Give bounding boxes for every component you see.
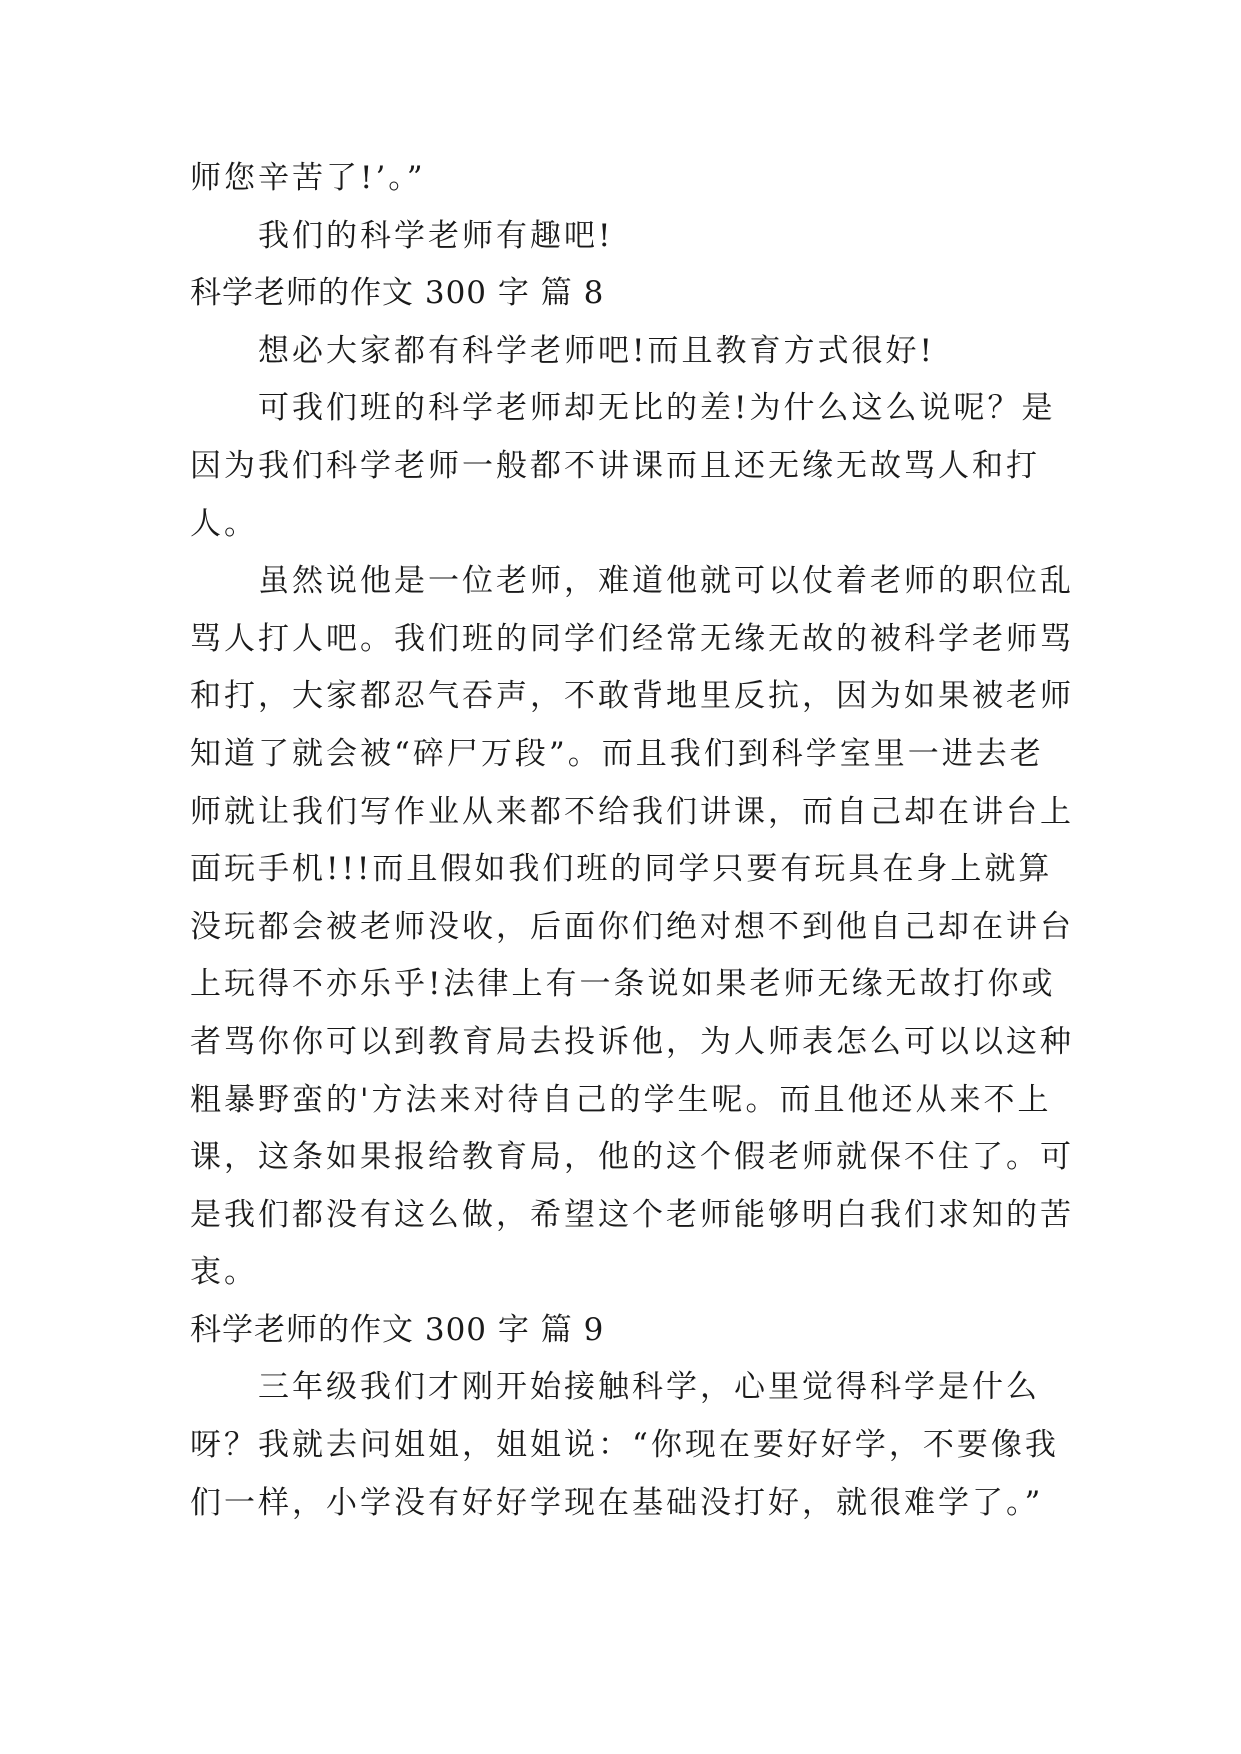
paragraph-line: 虽然说他是一位老师，难道他就可以仗着老师的职位乱 (258, 563, 1074, 600)
text-line: 知道了就会被“碎尸万段”。而且我们到科学室里一进去老 (190, 735, 1044, 772)
paragraph-line: 可我们班的科学老师却无比的差!为什么这么说呢？是 (258, 390, 1056, 427)
document-body (190, 150, 1074, 1532)
section-heading: 科学老师的作文 300 字 篇 9 (190, 1311, 605, 1348)
text-line: 上玩得不亦乐乎!法律上有一条说如果老师无缘无故打你或 (190, 966, 1056, 1003)
text-line: 和打，大家都忍气吞声，不敢背地里反抗，因为如果被老师 (190, 678, 1074, 715)
text-line: 面玩手机!!!而且假如我们班的同学只要有玩具在身上就算 (190, 851, 1053, 888)
text-line: 人。 (190, 505, 258, 542)
text-line: 因为我们科学老师一般都不讲课而且还无缘无故骂人和打 (190, 447, 1040, 484)
text-line: 骂人打人吧。我们班的同学们经常无缘无故的被科学老师骂 (190, 620, 1074, 657)
paragraph-line: 想必大家都有科学老师吧!而且教育方式很好! (258, 332, 935, 369)
text-line: 者骂你你可以到教育局去投诉他，为人师表怎么可以以这种 (190, 1023, 1074, 1060)
text-line: 课，这条如果报给教育局，他的这个假老师就保不住了。可 (190, 1139, 1074, 1176)
paragraph-line: 我们的科学老师有趣吧! (258, 217, 614, 254)
text-line: 师就让我们写作业从来都不给我们讲课，而自己却在讲台上 (190, 793, 1074, 830)
paragraph-line: 三年级我们才刚开始接触科学，心里觉得科学是什么 (258, 1369, 1040, 1406)
text-line: 师您辛苦了!’。” (190, 160, 426, 196)
section-heading: 科学老师的作文 300 字 篇 8 (190, 275, 605, 312)
text-line: 呀？我就去问姐姐，姐姐说：“你现在要好好学，不要像我 (190, 1427, 1059, 1464)
text-line: 粗暴野蛮的'方法来对待自己的学生呢。而且他还从来不上 (190, 1081, 1052, 1118)
text-line: 们一样，小学没有好好学现在基础没打好，就很难学了。” (190, 1484, 1044, 1521)
text-line: 衷。 (190, 1254, 258, 1291)
text-line: 没玩都会被老师没收，后面你们绝对想不到他自己却在讲台 (190, 908, 1074, 945)
text-line: 是我们都没有这么做，希望这个老师能够明白我们求知的苦 (190, 1196, 1074, 1233)
